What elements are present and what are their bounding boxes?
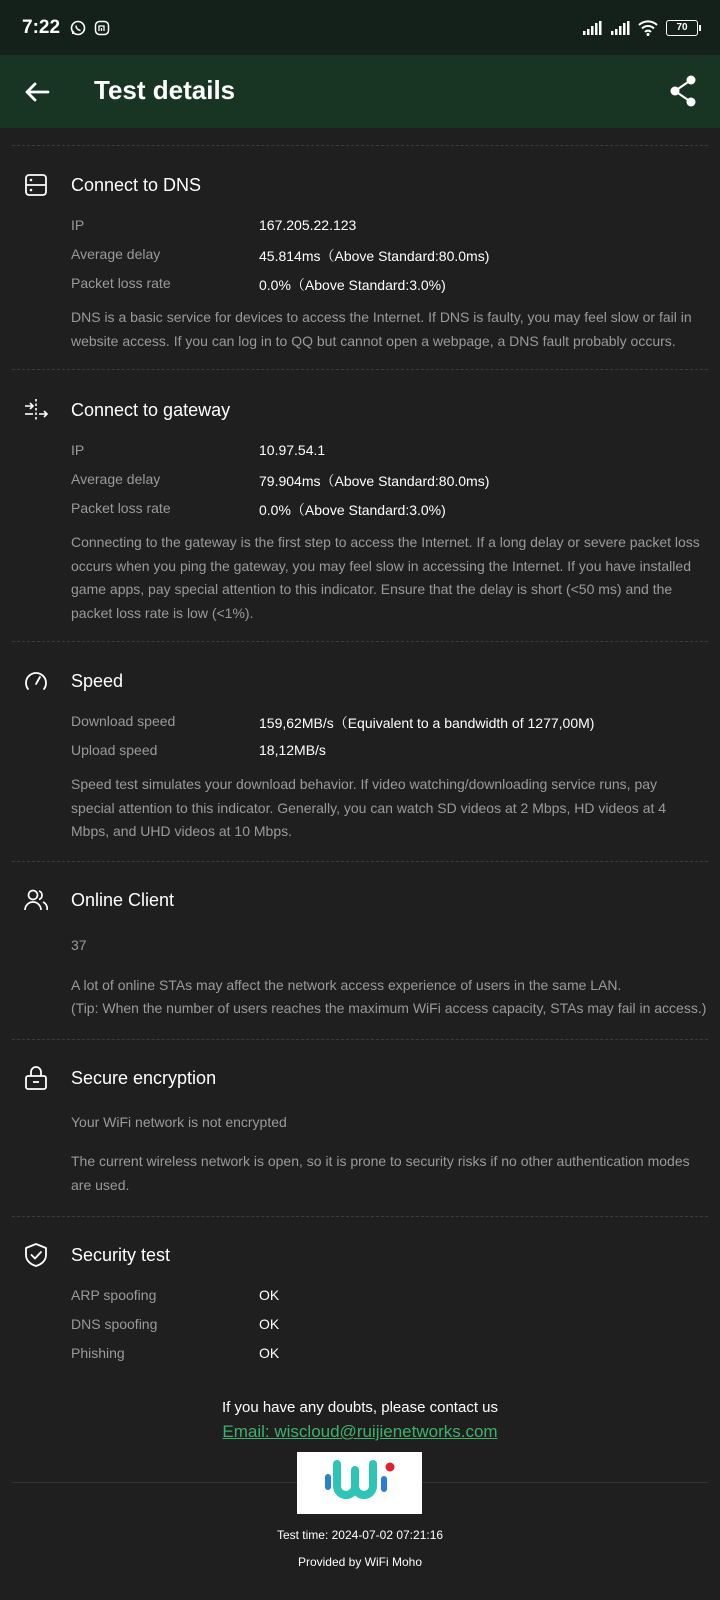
- upload-speed-label: Upload speed: [71, 742, 158, 758]
- dns-delay-value: 45.814ms（Above Standard:80.0ms): [259, 248, 490, 264]
- contact-email-link[interactable]: Email: wiscloud@ruijienetworks.com: [222, 1422, 498, 1441]
- dns-ip-label: IP: [71, 217, 85, 233]
- wifi-icon: [638, 20, 658, 36]
- wifi-moho-logo: [297, 1452, 422, 1514]
- contact-text: If you have any doubts, please contact us: [221, 1399, 498, 1416]
- whatsapp-icon: [70, 20, 86, 36]
- test-time: Test time: 2024-07-02 07:21:16: [276, 1528, 444, 1542]
- gateway-loss-label: Packet loss rate: [71, 500, 171, 516]
- encryption-description: The current wireless network is open, so it is prone to security risks if no other authentication modes are used.: [71, 1153, 690, 1193]
- speed-description: Speed test simulates your download behavior. If video watching/downloading service runs, pay special attention to this indicator. Generally, you can watch SD videos at 2 Mbps, HD videos at 4 Mbps, and UHD videos at 10 Mbps.: [71, 776, 667, 839]
- online-client-description-2: (Tip: When the number of users reaches the maximum WiFi access capacity, STAs may fail in access.): [71, 1000, 707, 1016]
- upload-speed-value: 18,12MB/s: [259, 742, 326, 758]
- dns-loss-value: 0.0%（Above Standard:3.0%): [259, 277, 446, 293]
- speedometer-icon: [24, 669, 48, 693]
- online-client-title: Online Client: [71, 890, 175, 910]
- divider: [12, 641, 708, 642]
- signal-icon-2: [610, 21, 630, 35]
- speed-section-title: Speed: [71, 671, 124, 691]
- server-icon: [24, 173, 48, 197]
- gateway-delay-label: Average delay: [71, 471, 161, 487]
- share-icon[interactable]: [668, 73, 698, 109]
- gateway-ip-label: IP: [71, 442, 85, 458]
- status-bar: [0, 0, 720, 55]
- download-speed-value: 159,62MB/s（Equivalent to a bandwidth of 1277,00M): [259, 715, 595, 731]
- gateway-ip-value: 10.97.54.1: [259, 442, 326, 458]
- users-icon: [24, 888, 48, 912]
- gateway-description: Connecting to the gateway is the first step to access the Internet. If a long delay or severe packet loss occurs when you ping the gateway, you may feel slow in accessing the Internet. If you have installed game apps, pay special attention to this indicator. Ensure that the delay is short (<50 ms) and the packet loss rate is low (<1%).: [71, 534, 700, 621]
- page-title: Test details: [94, 75, 236, 105]
- back-arrow-icon[interactable]: [22, 77, 52, 107]
- dns-loss-label: Packet loss rate: [71, 275, 171, 291]
- divider: [12, 861, 708, 862]
- logo-graphic: [297, 1452, 422, 1514]
- phishing-value: OK: [259, 1345, 280, 1361]
- online-client-description-1: A lot of online STAs may affect the network access experience of users in the same LAN.: [71, 977, 622, 993]
- download-speed-label: Download speed: [71, 713, 176, 729]
- app-bar: [0, 55, 720, 128]
- lock-icon: [24, 1066, 48, 1090]
- mi-icon: [94, 20, 110, 36]
- dns-ip-value: 167.205.22.123: [259, 217, 357, 233]
- dns-delay-label: Average delay: [71, 246, 161, 262]
- gateway-delay-value: 79.904ms（Above Standard:80.0ms): [259, 473, 490, 489]
- battery-icon: 70: [666, 20, 698, 36]
- gateway-loss-value: 0.0%（Above Standard:3.0%): [259, 502, 446, 518]
- signal-icon-1: [582, 21, 602, 35]
- encryption-status: Your WiFi network is not encrypted: [71, 1114, 287, 1130]
- provided-by: Provided by WiFi Moho: [297, 1555, 423, 1569]
- divider: [12, 1216, 708, 1217]
- divider: [12, 1039, 708, 1040]
- phishing-label: Phishing: [71, 1345, 125, 1361]
- dns-section-title: Connect to DNS: [71, 175, 202, 195]
- security-section-title: Security test: [71, 1245, 171, 1265]
- shield-check-icon: [24, 1243, 48, 1267]
- dns-spoofing-value: OK: [259, 1316, 280, 1332]
- encryption-section-title: Secure encryption: [71, 1068, 217, 1088]
- online-client-count: 37: [71, 937, 87, 953]
- divider: [12, 369, 708, 370]
- dns-spoofing-label: DNS spoofing: [71, 1316, 158, 1332]
- status-time: 7:22: [22, 16, 61, 38]
- gateway-section-title: Connect to gateway: [71, 400, 231, 420]
- dns-description: DNS is a basic service for devices to access the Internet. If DNS is faulty, you may feel slow or fail in website access. If you can log in to QQ but cannot open a webpage, a DNS fault probably occurs.: [71, 309, 692, 349]
- divider: [12, 145, 708, 146]
- arp-spoofing-value: OK: [259, 1287, 280, 1303]
- arp-spoofing-label: ARP spoofing: [71, 1287, 157, 1303]
- gateway-icon: [24, 398, 48, 422]
